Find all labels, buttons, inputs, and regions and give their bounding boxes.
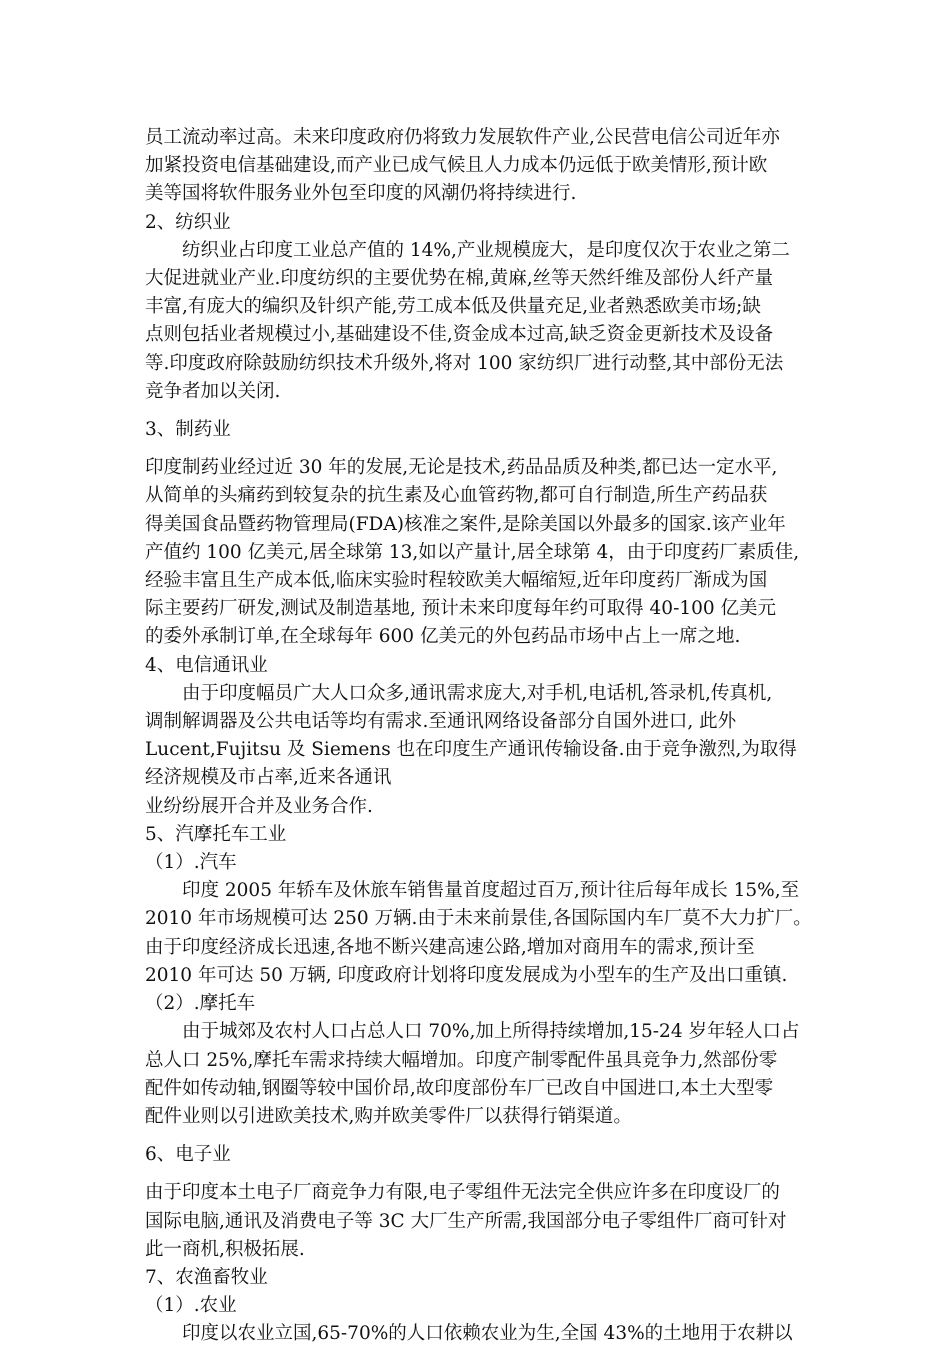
paragraph-line: 经济规模及市占率,近来各通讯 <box>145 767 392 789</box>
paragraph-line: 总人口 25%,摩托车需求持续大幅增加。印度产制零配件虽具竞争力,然部份零 <box>145 1049 778 1071</box>
paragraph-line: 丰富,有庞大的编织及针织产能,劳工成本低及供量充足,业者熟悉欧美市场;缺 <box>145 296 761 318</box>
paragraph-line: 美等国将软件服务业外包至印度的风潮仍将持续进行. <box>145 183 577 205</box>
section-gap <box>145 444 825 454</box>
paragraph <box>145 124 825 209</box>
paragraph <box>145 877 825 990</box>
paragraph-line: 由于印度经济成长迅速,各地不断兴建高速公路,增加对商用车的需求,预计至 <box>145 936 755 958</box>
paragraph-line: 从简单的头痛药到较复杂的抗生素及心血管药物,都可自行制造,所生产药品获 <box>145 485 768 507</box>
section-heading: 6、电子业 <box>145 1144 231 1166</box>
paragraph-line: 等.印度政府除鼓励纺织技术升级外,将对 100 家纺织厂进行动整,其中部份无法 <box>145 352 784 374</box>
paragraph <box>145 1320 825 1348</box>
section-gap <box>145 406 825 416</box>
paragraph <box>145 454 825 651</box>
paragraph-line: 调制解调器及公共电话等均有需求.至通讯网络设备部分自国外进口, 此外 <box>145 711 737 733</box>
section-gap <box>145 1169 825 1179</box>
paragraph-line: 2010 年市场规模可达 250 万辆.由于未来前景佳,各国际国内车厂莫不大力扩厂。 <box>145 908 812 930</box>
section-heading: （1）.农业 <box>145 1295 237 1317</box>
paragraph-line: 2010 年可达 50 万辆, 印度政府计划将印度发展成为小型车的生产及出口重镇. <box>145 964 788 986</box>
paragraph-line: 大促进就业产业.印度纺织的主要优势在棉,黄麻,丝等天然纤维及部份人纤产量 <box>145 268 774 290</box>
paragraph-line: 纺织业占印度工业总产值的 14%,产业规模庞大，是印度仅次于农业之第二 <box>145 239 790 261</box>
paragraph-line: 产值约 100 亿美元,居全球第 13,如以产量计,居全球第 4，由于印度药厂素质佳, <box>145 541 800 563</box>
paragraph-line: 竞争者加以关闭. <box>145 380 281 402</box>
paragraph <box>145 680 825 821</box>
section-heading: 7、农渔畜牧业 <box>145 1266 268 1288</box>
paragraph-line: 配件如传动轴,钢圈等较中国价昂,故印度部份车厂已改自中国进口,本土大型零 <box>145 1077 774 1099</box>
paragraph-line: 经验丰富且生产成本低,临床实验时程较欧美大幅缩短,近年印度药厂渐成为国 <box>145 570 768 592</box>
section-heading: 5、汽摩托车工业 <box>145 823 287 845</box>
section-heading: 3、制药业 <box>145 419 231 441</box>
paragraph-line: 由于城郊及农村人口占总人口 70%,加上所得持续增加,15-24 岁年轻人口占 <box>145 1021 800 1043</box>
paragraph-line: 际主要药厂研发,测试及制造基地, 预计未来印度每年约可取得 40-100 亿美元 <box>145 598 777 620</box>
paragraph <box>145 237 825 406</box>
paragraph-line: 国际电脑,通讯及消费电子等 3C 大厂生产所需,我国部分电子零组件厂商可针对 <box>145 1210 787 1232</box>
section-heading: （1）.汽车 <box>145 852 237 874</box>
paragraph-line: 由于印度幅员广大人口众多,通讯需求庞大,对手机,电话机,答录机,传真机, <box>145 682 773 704</box>
paragraph-line: 业纷纷展开合并及业务合作. <box>145 795 373 817</box>
paragraph-line: 印度 2005 年轿车及休旅车销售量首度超过百万,预计往后每年成长 15%,至 <box>145 880 800 902</box>
section-gap <box>145 1131 825 1141</box>
paragraph-line: 得美国食品暨药物管理局(FDA)核准之案件,是除美国以外最多的国家.该产业年 <box>145 513 786 535</box>
paragraph <box>145 1179 825 1264</box>
paragraph <box>145 1018 825 1131</box>
section-heading: （2）.摩托车 <box>145 993 256 1015</box>
paragraph-line: 员工流动率过高。未来印度政府仍将致力发展软件产业,公民营电信公司近年亦 <box>145 127 780 148</box>
document-page <box>145 124 825 1349</box>
paragraph-line: 点则包括业者规模过小,基础建设不佳,资金成本过高,缺乏资金更新技术及设备 <box>145 324 774 346</box>
paragraph-line: 配件业则以引进欧美技术,购并欧美零件厂以获得行销渠道。 <box>145 1105 632 1127</box>
paragraph-line: 印度以农业立国,65-70%的人口依赖农业为生,全国 43%的土地用于农耕以 <box>145 1323 793 1345</box>
section-heading: 2、纺织业 <box>145 211 231 233</box>
paragraph-line: 印度制药业经过近 30 年的发展,无论是技术,药品品质及种类,都已达一定水平, <box>145 457 778 479</box>
paragraph-line: 加紧投资电信基础建设,而产业已成气候且人力成本仍远低于欧美情形,预计欧 <box>145 155 768 177</box>
paragraph-line: 的委外承制订单,在全球每年 600 亿美元的外包药品市场中占上一席之地. <box>145 626 741 648</box>
paragraph-line: Lucent,Fujitsu 及 Siemens 也在印度生产通讯传输设备.由于竞争激烈,为取得 <box>145 739 797 761</box>
section-heading: 4、电信通讯业 <box>145 654 268 676</box>
paragraph-line: 由于印度本土电子厂商竞争力有限,电子零组件无法完全供应许多在印度设厂的 <box>145 1182 780 1204</box>
paragraph-line: 此一商机,积极拓展. <box>145 1238 305 1260</box>
